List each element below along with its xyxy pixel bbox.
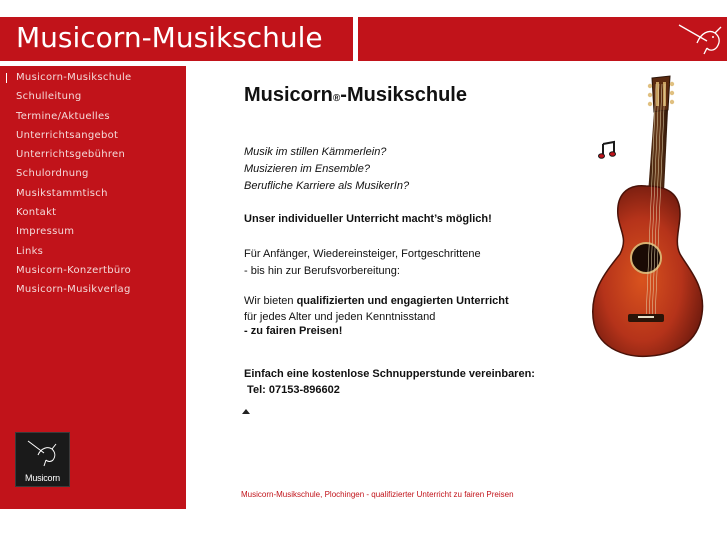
audience-line: Für Anfänger, Wiedereinsteiger, Fortgeschrittene — [244, 248, 481, 260]
nav-item-schulordnung[interactable] — [0, 167, 186, 186]
title-part: -Musikschule — [340, 84, 467, 106]
nav-item-label: Kontakt — [16, 207, 57, 219]
nav-item-label: Termine/Aktuelles — [16, 110, 110, 122]
nav-item-label: Musicorn-Musikschule — [16, 72, 132, 83]
up-arrow-icon[interactable] — [242, 409, 250, 414]
nav-item-label: Links — [16, 245, 44, 257]
nav-item-musikstammtisch[interactable] — [0, 187, 186, 206]
nav-item-musicorn-musikschule[interactable] — [0, 71, 186, 90]
site-title: Musicorn-Musikschule — [16, 21, 323, 54]
audience-line: - bis hin zur Berufsvorbereitung: — [244, 265, 400, 277]
nav-item-label: Impressum — [16, 226, 75, 238]
nav-item-label: Musicorn-Musikverlag — [16, 284, 131, 296]
nav-item-label: Unterrichtsgebühren — [16, 149, 126, 161]
question-line: Musik im stillen Kämmerlein? — [244, 146, 387, 158]
unicorn-logo-icon — [26, 439, 60, 469]
nav-item-termine-aktuelles[interactable] — [0, 110, 186, 129]
question-line: Berufliche Karriere als MusikerIn? — [244, 180, 410, 192]
offer-bold: qualifizierten und engagierten Unterricht — [296, 295, 509, 307]
sidebar-nav — [0, 71, 186, 303]
offer-price: - zu fairen Preisen! — [244, 325, 343, 337]
nav-item-impressum[interactable] — [0, 225, 186, 244]
nav-item-unterrichtsangebot[interactable] — [0, 129, 186, 148]
nav-item-label: Unterrichtsangebot — [16, 129, 119, 141]
active-marker — [6, 73, 7, 83]
nav-item-kontakt[interactable] — [0, 206, 186, 225]
footer-text: Musicorn-Musikschule, Plochingen - qualifizierter Unterricht zu fairen Preisen — [241, 490, 514, 499]
nav-item-links[interactable] — [0, 245, 186, 264]
title-part: Musicorn — [244, 84, 333, 106]
header-banner — [0, 17, 353, 61]
registered-mark: ® — [332, 93, 341, 104]
offer-line: für jedes Alter und jeden Kenntnisstand — [244, 311, 436, 323]
nav-item-musikverlag[interactable] — [0, 283, 186, 302]
nav-item-unterrichtsgebuehren[interactable] — [0, 148, 186, 167]
nav-item-label: Musikstammtisch — [16, 187, 108, 199]
musicorn-logo[interactable] — [15, 432, 70, 487]
offer-prefix: Wir bieten — [244, 295, 297, 307]
sidebar — [0, 66, 186, 509]
cta-text: Einfach eine kostenlose Schnupperstunde vereinbaren: — [244, 368, 535, 380]
nav-item-label: Schulleitung — [16, 91, 82, 103]
nav-item-schulleitung[interactable] — [0, 90, 186, 109]
logo-text: Musicorn — [25, 473, 60, 483]
header-banner-right — [358, 17, 727, 61]
nav-item-label: Schulordnung — [16, 168, 89, 180]
offer-line — [244, 295, 509, 307]
nav-item-label: Musicorn-Konzertbüro — [16, 264, 132, 276]
question-line: Musizieren im Ensemble? — [244, 163, 370, 175]
page-title — [244, 84, 467, 107]
nav-item-konzertbuero[interactable] — [0, 264, 186, 283]
claim-text: Unser individueller Unterricht macht’s möglich! — [244, 213, 492, 225]
unicorn-icon — [677, 21, 725, 57]
phone-number: Tel: 07153-896602 — [244, 384, 340, 396]
guitar-image — [588, 74, 708, 364]
